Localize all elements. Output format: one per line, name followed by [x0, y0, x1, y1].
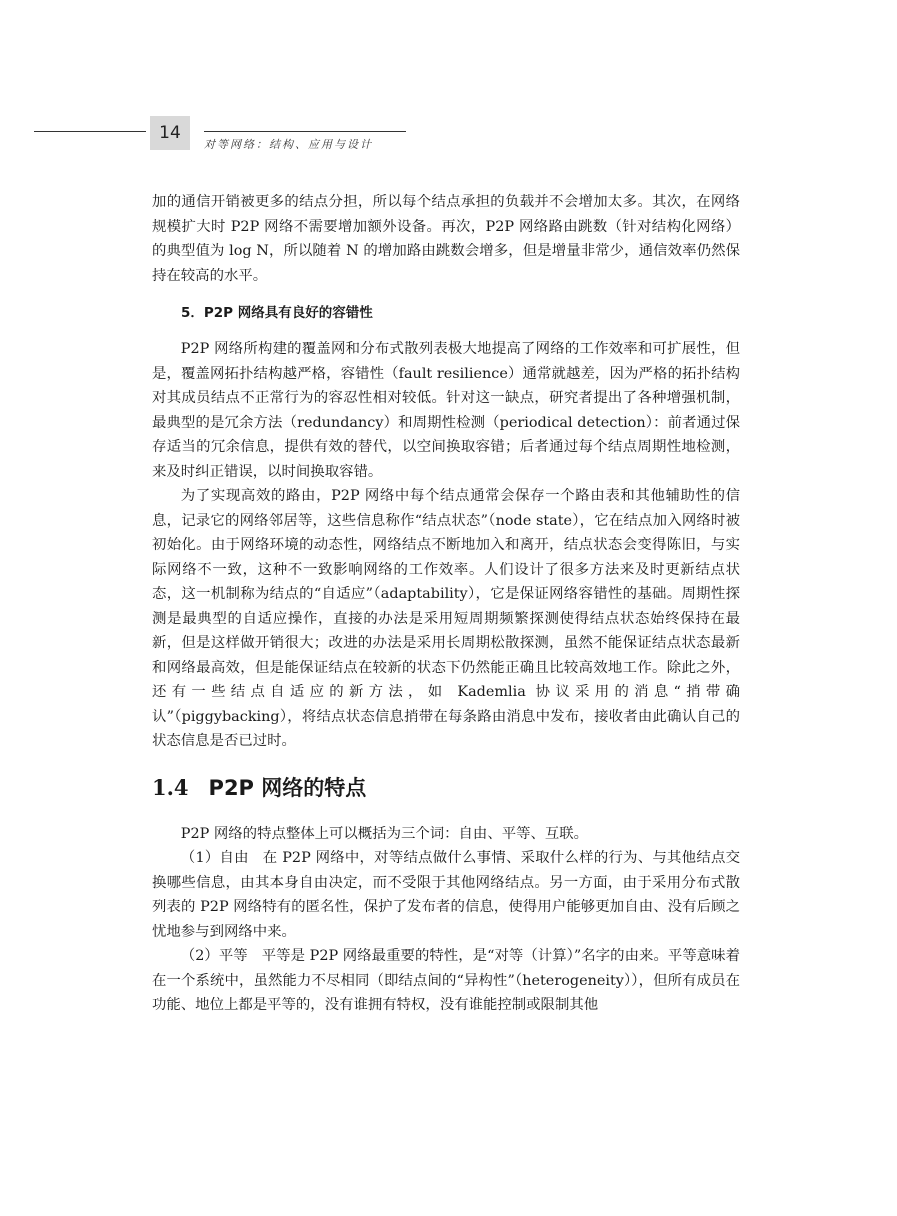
running-title: 对等网络：结构、应用与设计 — [204, 138, 373, 151]
feature-freedom-term: （1）自由 — [180, 850, 249, 866]
header-rule-right — [204, 131, 406, 132]
page-number: 14 — [150, 116, 190, 150]
section-title: P2P 网络的特点 — [208, 775, 367, 800]
paragraph-feature-equality — [152, 944, 740, 1018]
paragraph-fault-tolerance-1: P2P 网络所构建的覆盖网和分布式散列表极大地提高了网络的工作效率和可扩展性，但是，覆盖网拓扑结构越严格，容错性（fault resilience）通常就越差，因为严格的拓扑结构对其成员结点不正常行为的容忍性相对较低。针对这一缺点，研究者提出了各种增强机制，最典型的是冗余方法（redundancy）和周期性检测（periodical detection）：前者通过保存适当的冗余信息，提供有效的替代，以空间换取容错；后者通过每个结点周期性地检测，来及时纠正错误，以时间换取容错。 — [152, 341, 740, 480]
section-number: 1.4 — [152, 774, 189, 800]
paragraph-continued: 加的通信开销被更多的结点分担，所以每个结点承担的负载并不会增加太多。其次，在网络规模扩大时 P2P 网络不需要增加额外设备。再次，P2P 网络路由跳数（针对结构化网络）的典型值为 log N，所以随着 N 的增加路由跳数会增多，但是增量非常少，通信效率仍然保持在较高的水平。 — [152, 194, 740, 284]
paragraph-fault-tolerance-2: 为了实现高效的路由，P2P 网络中每个结点通常会保存一个路由表和其他辅助性的信息，记录它的网络邻居等，这些信息称作“结点状态”（node state），它在结点加入网络时被初始化。由于网络环境的动态性，网络结点不断地加入和离开，结点状态会变得陈旧，与实际网络不一致，这种不一致影响网络的工作效率。人们设计了很多方法来及时更新结点状态，这一机制称为结点的“自适应”（adaptability），它是保证网络容错性的基础。周期性探测是最典型的自适应操作，直接的办法是采用短周期频繁探测使得结点状态始终保持在最新，但是这样做开销很大；改进的办法是采用长周期松散探测，虽然不能保证结点状态最新和网络最高效，但是能保证结点在较新的状态下仍然能正确且比较高效地工作。除此之外，还有一些结点自适应的新方法，如 Kademlia 协议采用的消息“捎带确认”（piggybacking），将结点状态信息捎带在每条路由消息中发布，接收者由此确认自己的状态信息是否已过时。 — [152, 488, 740, 749]
feature-freedom-text: 在 P2P 网络中，对等结点做什么事情、采取什么样的行为、与其他结点交换哪些信息，由其本身自由决定，而不受限于其他网络结点。另一方面，由于采用分布式散列表的 P2P 网络特有的匿名性，保护了发布者的信息，使得用户能够更加自由、没有后顾之忧地参与到网络中来。 — [152, 850, 740, 940]
subheading-fault-tolerance: 5．P2P 网络具有良好的容错性 — [181, 305, 373, 321]
feature-equality-term: （2）平等 — [180, 948, 248, 964]
feature-equality-text: 平等是 P2P 网络最重要的特性，是“对等（计算）”名字的由来。平等意味着在一个系统中，虽然能力不尽相同（即结点间的“异构性”（heterogeneity）），但所有成员在功能、地位上都是平等的，没有谁拥有特权，没有谁能控制或限制其他 — [152, 948, 741, 1013]
header-rule-left — [34, 131, 146, 132]
section-heading — [152, 770, 740, 806]
page-body — [152, 190, 740, 1018]
paragraph-features-intro: P2P 网络的特点整体上可以概括为三个词：自由、平等、互联。 — [180, 825, 589, 842]
paragraph-feature-freedom — [152, 846, 740, 944]
